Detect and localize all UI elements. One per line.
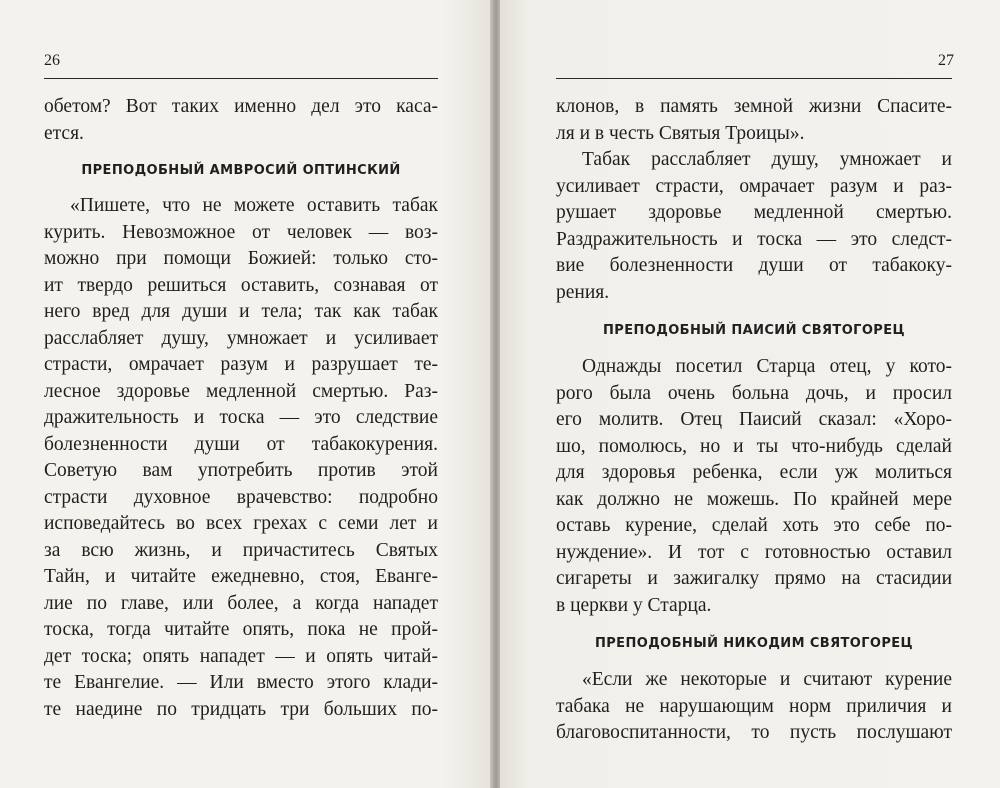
text-line: Однажды посетил Старца отец, у кото- bbox=[582, 356, 952, 377]
text-line: рения. bbox=[556, 281, 610, 303]
text-line: страсти духовное врачевство: подробно bbox=[44, 486, 438, 508]
text-line: табака не нарушающим норм приличия и bbox=[556, 695, 952, 717]
text-line: усиливает страсти, омрачает разум и раз- bbox=[556, 175, 952, 197]
text-line: те Евангелие. — Или вместо этого клади- bbox=[44, 672, 438, 693]
text-line: дет тоска; опять нападет — и опять читай- bbox=[44, 645, 438, 667]
right-page bbox=[500, 0, 1000, 788]
text-line: исповедайтесь во всех грехах с семи лет и bbox=[44, 513, 438, 534]
section-heading-nicodemus: ПРЕПОДОБНЫЙ НИКОДИМ СВЯТОГОРЕЦ bbox=[594, 636, 914, 651]
text-line: тоска, тогда читайте опять, пока не прой- bbox=[44, 619, 438, 640]
section-heading-ambrose: ПРЕПОДОБНЫЙ АМВРОСИЙ ОПТИНСКИЙ bbox=[81, 163, 401, 178]
text-line: как должно не можешь. По крайней мере bbox=[556, 488, 952, 510]
text-line: сигареты и зажигалку прямо на стасидии bbox=[556, 568, 952, 589]
text-line: оставь курение, сделай хоть это себе по- bbox=[556, 515, 952, 536]
text-line: болезненности души от табакокурения. bbox=[44, 433, 438, 455]
right-text-block bbox=[556, 94, 952, 747]
text-line: для здоровья ребенка, если уж молиться bbox=[556, 462, 952, 483]
text-line: Советую вам употребить против этой bbox=[44, 460, 438, 481]
text-line: «Пишете, что не можете оставить табак bbox=[70, 195, 438, 216]
text-line: страсти, омрачает разум и разрушает те- bbox=[44, 354, 438, 375]
text-line: «Если же некоторые и считают курение bbox=[582, 669, 952, 690]
right-header-rule bbox=[556, 78, 952, 79]
text-line: за всю жизнь, и причаститесь Святых bbox=[44, 539, 438, 561]
text-line: в церкви у Старца. bbox=[556, 594, 712, 616]
left-header-rule bbox=[44, 78, 438, 79]
text-line: его молитв. Отец Паисий сказал: «Хоро- bbox=[556, 409, 952, 430]
left-page bbox=[0, 0, 492, 788]
text-line: благовоспитанности, то пусть послушают bbox=[556, 722, 952, 743]
text-line: ется. bbox=[44, 122, 84, 144]
text-line: можно при помощи Божией: только сто- bbox=[44, 248, 438, 269]
text-line: вие болезненности души от табакоку- bbox=[556, 255, 952, 276]
left-page-number: 26 bbox=[44, 52, 60, 69]
text-line: расслабляет душу, умножает и усиливает bbox=[44, 327, 438, 349]
text-line: клонов, в память земной жизни Спасите- bbox=[556, 96, 952, 117]
text-line: те наедине по тридцать три больших по- bbox=[44, 698, 438, 720]
text-line: ит твердо решиться оставить, сознавая от bbox=[44, 274, 438, 296]
text-line: рушает здоровье медленной смертью. bbox=[556, 202, 952, 223]
text-line: курить. Невозможное от человек — воз- bbox=[44, 221, 438, 243]
text-line: рого была очень больна дочь, и просил bbox=[556, 382, 952, 404]
text-line: него вред для души и тела; так как табак bbox=[44, 301, 438, 322]
text-line: Табак расслабляет душу, умножает и bbox=[582, 149, 952, 170]
text-line: нуждение». И тот с готовностью оставил bbox=[556, 541, 952, 563]
text-line: шо, помолюсь, но и ты что-нибудь сделай bbox=[556, 435, 952, 457]
right-page-number: 27 bbox=[938, 52, 954, 69]
text-line: дражительность и тоска — это следствие bbox=[44, 407, 438, 428]
text-line: обетом? Вот таких именно дел это каса- bbox=[44, 96, 438, 117]
text-line: лесное здоровье медленной смертью. Раз- bbox=[44, 380, 438, 402]
text-line: Тайн, и читайте ежедневно, стоя, Еванге- bbox=[44, 566, 438, 587]
section-heading-paisios: ПРЕПОДОБНЫЙ ПАИСИЙ СВЯТОГОРЕЦ bbox=[603, 323, 905, 338]
left-text-block bbox=[44, 94, 438, 723]
text-line: лие по главе, или более, а когда нападет bbox=[44, 592, 438, 614]
text-line: ля и в честь Святыя Троицы». bbox=[556, 122, 805, 144]
text-line: Раздражительность и тоска — это следст- bbox=[556, 228, 952, 250]
